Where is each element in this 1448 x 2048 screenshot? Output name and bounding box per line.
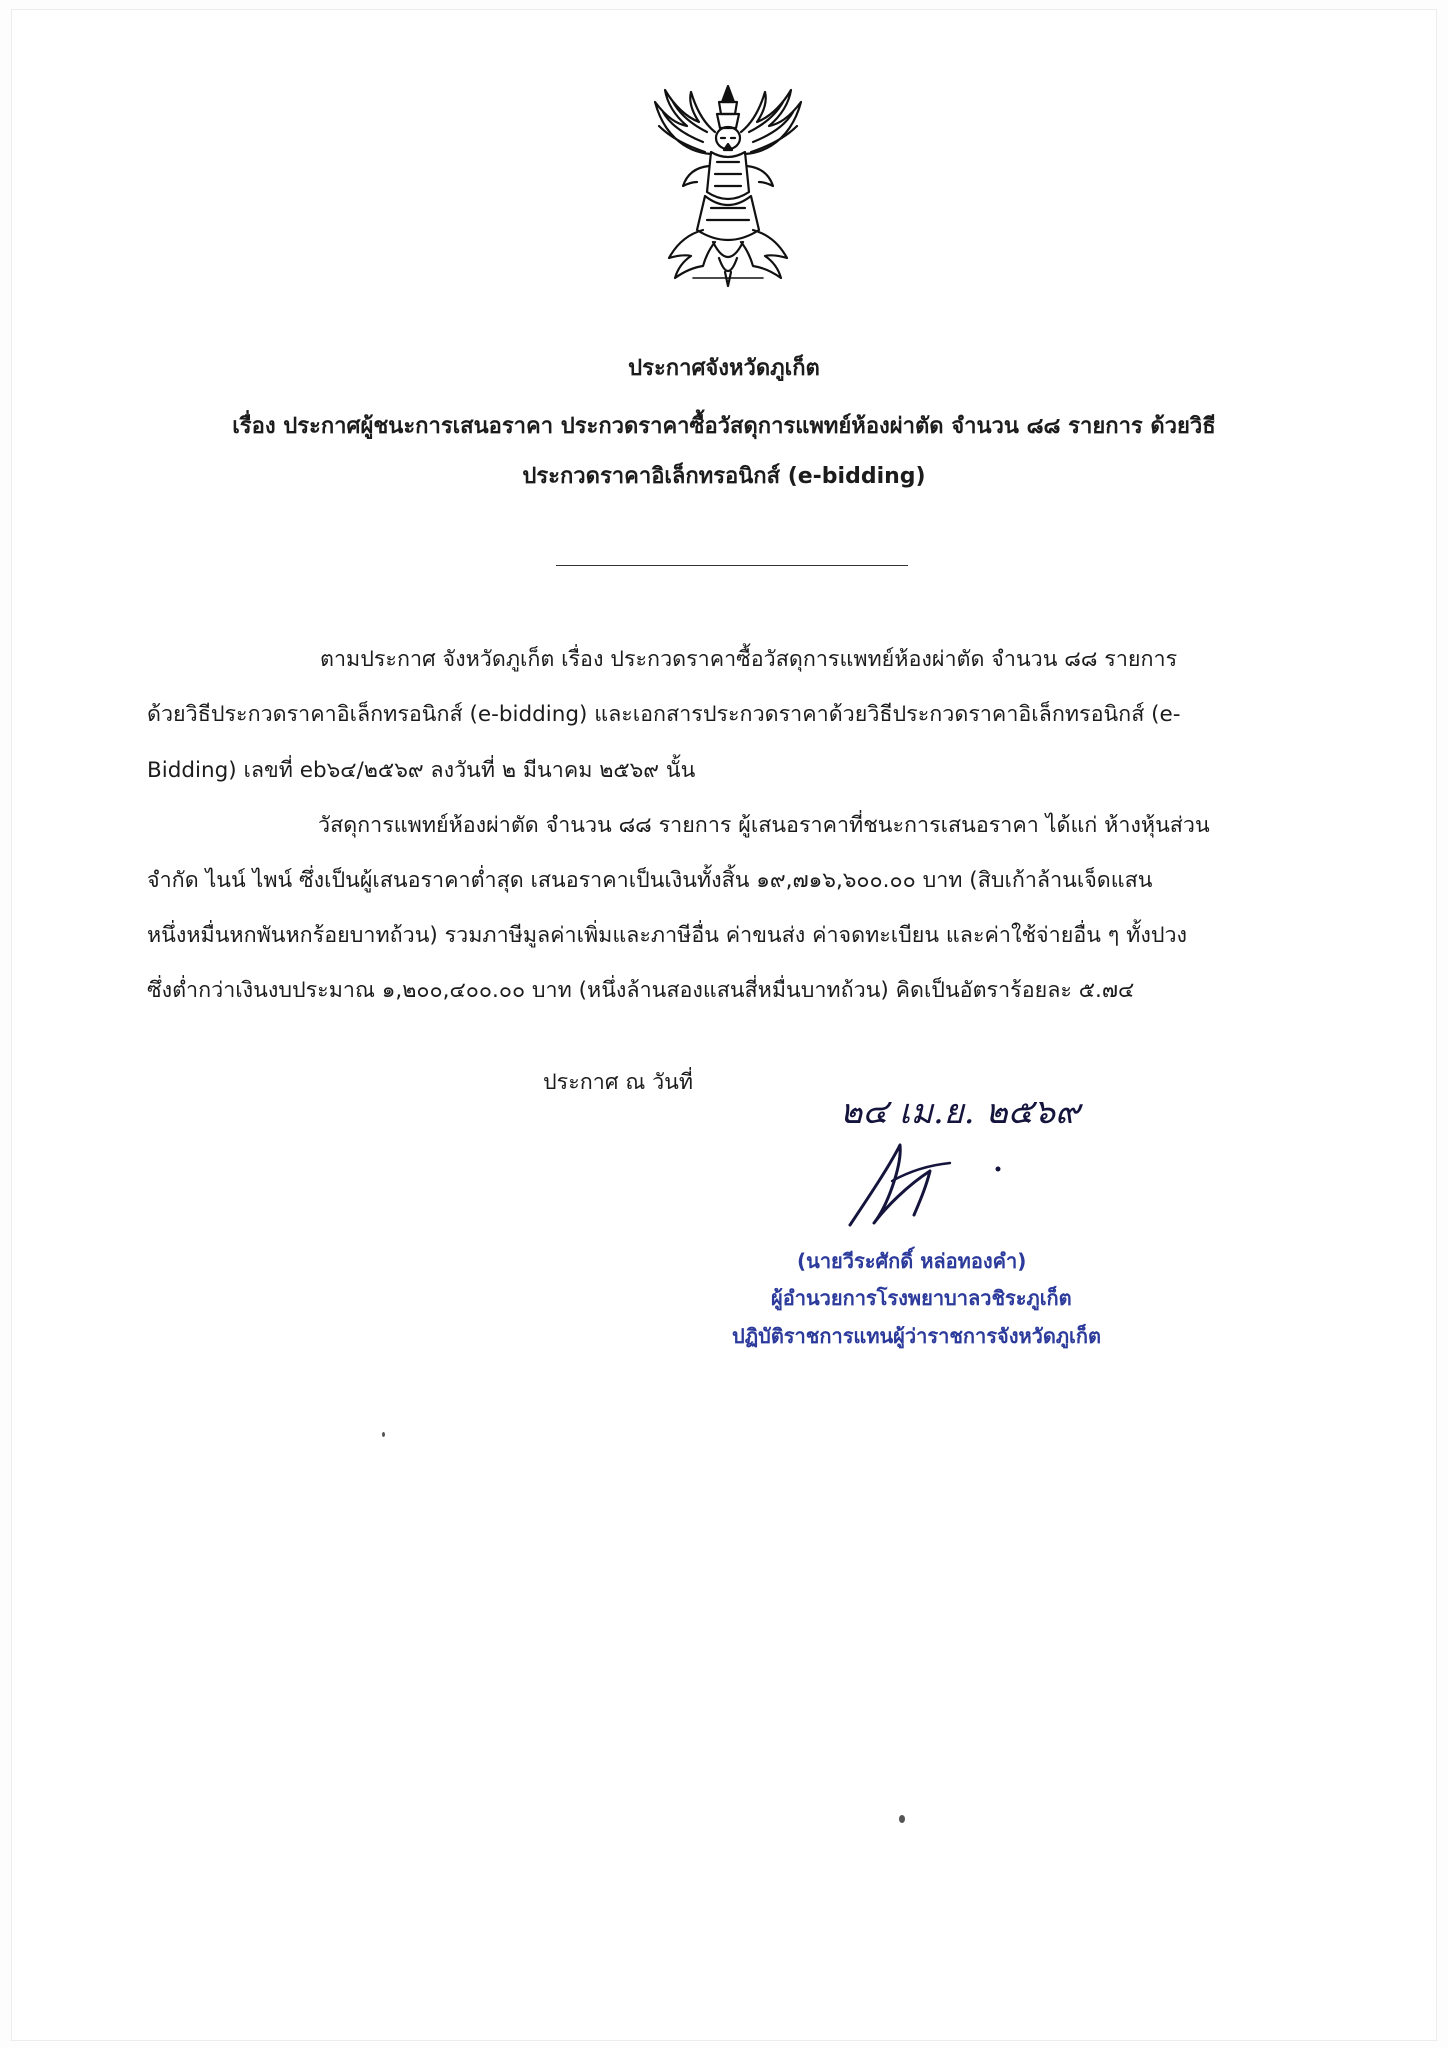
body-paragraph-1-line-2: ด้วยวิธีประกวดราคาอิเล็กทรอนิกส์ (e-bidding) และเอกสารประกวดราคาด้วยวิธีประกวดราคาอิเล็กทรอนิกส์ (e- <box>147 702 1181 727</box>
announcement-title: ประกาศจังหวัดภูเก็ต <box>628 356 820 381</box>
signatory-position: ผู้อำนวยการโรงพยาบาลวชิระภูเก็ต <box>771 1286 1072 1310</box>
body-paragraph-2-line-4: ซึ่งต่ำกว่าเงินงบประมาณ ๑,๒๐๐,๔๐๐.๐๐ บาท (หนึ่งล้านสองแสนสี่หมื่นบาทถ้วน) คิดเป็นอัตราร้อยละ ๕.๗๔ <box>147 978 1135 1003</box>
announcement-subject-continued: ประกวดราคาอิเล็กทรอนิกส์ (e-bidding) <box>522 464 926 489</box>
scan-speck <box>382 1432 385 1437</box>
signatory-name: (นายวีระศักดิ์ หล่อทองคำ) <box>797 1249 1027 1273</box>
garuda-emblem-icon <box>633 82 823 292</box>
body-paragraph-2-line-3: หนึ่งหมื่นหกพันหกร้อยบาทถ้วน) รวมภาษีมูลค่าเพิ่มและภาษีอื่น ค่าขนส่ง ค่าจดทะเบียน และค่าใช้จ่ายอื่น ๆ ทั้งปวง <box>147 923 1188 948</box>
handwritten-date: ๒๔ เม.ย. ๒๕๖๙ <box>840 1092 1080 1132</box>
announcement-subject: เรื่อง ประกาศผู้ชนะการเสนอราคา ประกวดราคาซื้อวัสดุการแพทย์ห้องผ่าตัด จำนวน ๘๘ รายการ ด้วยวิธี <box>232 414 1216 439</box>
body-paragraph-2-line-2: จำกัด ไนน์ ไพน์ ซึ่งเป็นผู้เสนอราคาต่ำสุด เสนอราคาเป็นเงินทั้งสิ้น ๑๙,๗๑๖,๖๐๐.๐๐ บาท (สิบเก้าล้านเจ็ดแสน <box>147 868 1153 893</box>
announce-date-label: ประกาศ ณ วันที่ <box>543 1070 694 1095</box>
body-paragraph-1-line-3: Bidding) เลขที่ eb๖๔/๒๕๖๙ ลงวันที่ ๒ มีนาคม ๒๕๖๙ นั้น <box>147 758 696 783</box>
body-paragraph-2-line-1: วัสดุการแพทย์ห้องผ่าตัด จำนวน ๘๘ รายการ ผู้เสนอราคาที่ชนะการเสนอราคา ได้แก่ ห้างหุ้นส่วน <box>318 813 1210 838</box>
header-divider <box>556 565 908 566</box>
handwritten-signature-icon <box>830 1135 1010 1235</box>
document-page <box>12 10 1436 2040</box>
scan-speck <box>899 1815 905 1823</box>
body-paragraph-1-line-1: ตามประกาศ จังหวัดภูเก็ต เรื่อง ประกวดราคาซื้อวัสดุการแพทย์ห้องผ่าตัด จำนวน ๘๘ รายการ <box>320 647 1178 672</box>
signatory-acting-on-behalf: ปฏิบัติราชการแทนผู้ว่าราชการจังหวัดภูเก็ต <box>732 1324 1101 1348</box>
